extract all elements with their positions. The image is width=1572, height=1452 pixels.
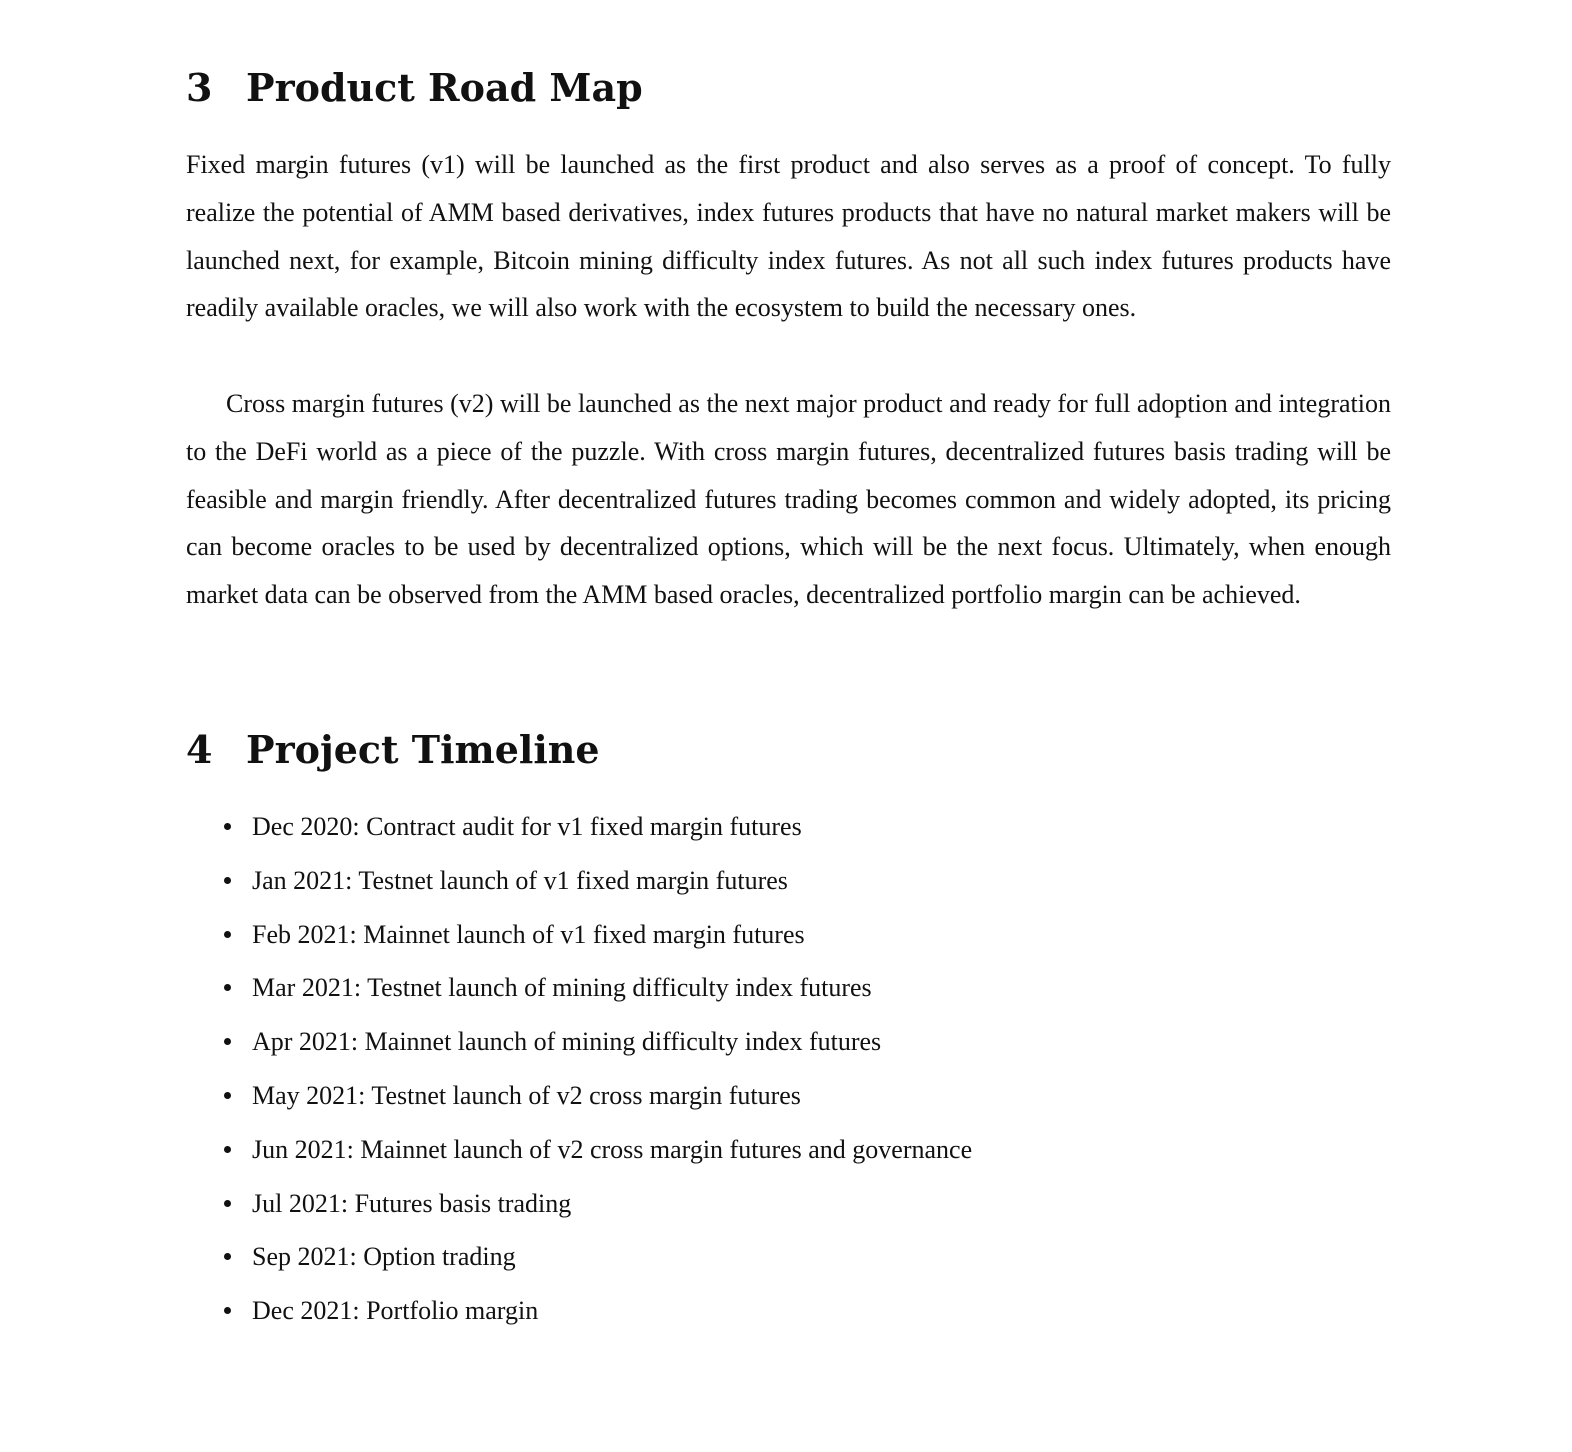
paragraph: Cross margin futures (v2) will be launched as the next major product and ready for full adoption and integration to the DeFi world as a piece of the puzzle. With cross margin futures, decentralized futures basis trading will be feasible and margin friendly. After decentralized futures trading becomes common and widely adopted, its pricing can become oracles to be used by decentralized options, which will be the next focus. Ultimately, when enough market data can be observed from the AMM based oracles, decentralized portfolio margin can be achieved. bbox=[186, 389, 1391, 610]
bullet-icon bbox=[224, 1146, 231, 1153]
bullet-icon bbox=[224, 877, 231, 884]
bullet-icon bbox=[224, 1092, 231, 1099]
list-item-text: May 2021: Testnet launch of v2 cross margin futures bbox=[252, 1080, 801, 1110]
section-number: 3 bbox=[186, 65, 213, 110]
section-title: Product Road Map bbox=[246, 65, 643, 110]
list-item-text: Jan 2021: Testnet launch of v1 fixed margin futures bbox=[252, 865, 788, 895]
bullet-icon bbox=[224, 931, 231, 938]
timeline-list bbox=[186, 804, 972, 1342]
list-item-text: Jul 2021: Futures basis trading bbox=[252, 1188, 572, 1218]
list-item bbox=[186, 965, 972, 1019]
list-item bbox=[186, 1288, 972, 1342]
bullet-icon bbox=[224, 823, 231, 830]
section-number: 4 bbox=[186, 727, 213, 772]
bullet-icon bbox=[224, 1038, 231, 1045]
list-item bbox=[186, 804, 972, 858]
section-title: Project Timeline bbox=[246, 727, 600, 772]
list-item bbox=[186, 858, 972, 912]
bullet-icon bbox=[224, 1307, 231, 1314]
list-item-text: Jun 2021: Mainnet launch of v2 cross margin futures and governance bbox=[252, 1134, 973, 1164]
list-item-text: Mar 2021: Testnet launch of mining difficulty index futures bbox=[252, 973, 872, 1003]
list-item-text: Feb 2021: Mainnet launch of v1 fixed margin futures bbox=[252, 919, 805, 949]
list-item bbox=[186, 1181, 972, 1235]
list-item bbox=[186, 1073, 972, 1127]
list-item bbox=[186, 912, 972, 966]
bullet-icon bbox=[224, 984, 231, 991]
list-item-text: Apr 2021: Mainnet launch of mining difficulty index futures bbox=[252, 1027, 882, 1057]
bullet-icon bbox=[224, 1253, 231, 1260]
section-heading-project-timeline bbox=[186, 728, 600, 772]
list-item bbox=[186, 1127, 972, 1181]
list-item-text: Dec 2020: Contract audit for v1 fixed margin futures bbox=[252, 812, 802, 841]
section-heading-product-road-map bbox=[186, 66, 643, 110]
list-item-text: Dec 2021: Portfolio margin bbox=[252, 1296, 539, 1326]
list-item bbox=[186, 1234, 972, 1288]
bullet-icon bbox=[224, 1200, 231, 1207]
list-item bbox=[186, 1019, 972, 1073]
paragraph: Fixed margin futures (v1) will be launched as the first product and also serves as a proof of concept. To fully realize the potential of AMM based derivatives, index futures products that have no natural market makers will be launched next, for example, Bitcoin mining difficulty index futures. As not all such index futures products have readily available oracles, we will also work with the ecosystem to build the necessary ones. bbox=[186, 150, 1391, 323]
list-item-text: Sep 2021: Option trading bbox=[252, 1242, 516, 1272]
